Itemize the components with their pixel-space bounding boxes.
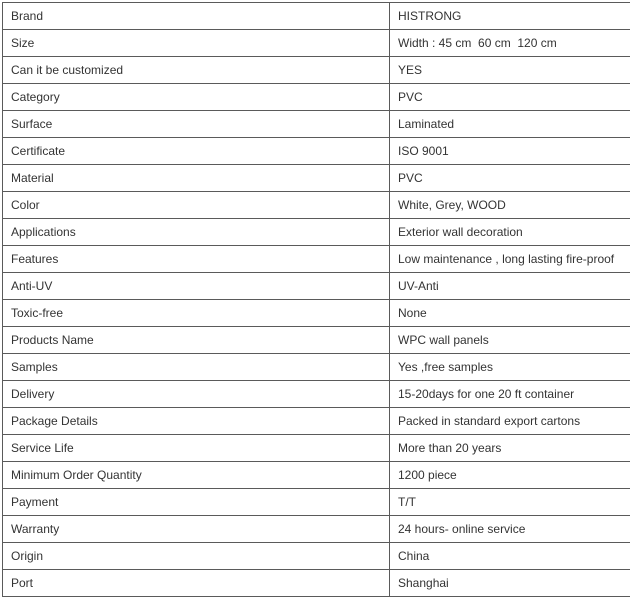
spec-value: WPC wall panels [390, 327, 630, 354]
table-row [3, 165, 630, 192]
table-row [3, 57, 630, 84]
spec-value: 15-20days for one 20 ft container [390, 381, 630, 408]
spec-value: Shanghai [390, 570, 630, 597]
table-row [3, 300, 630, 327]
spec-value: 24 hours- online service [390, 516, 630, 543]
spec-value: China [390, 543, 630, 570]
spec-value: UV-Anti [390, 273, 630, 300]
table-row [3, 30, 630, 57]
spec-value: ISO 9001 [390, 138, 630, 165]
product-spec-table [2, 2, 630, 597]
spec-value: White, Grey, WOOD [390, 192, 630, 219]
table-row [3, 516, 630, 543]
spec-label: Certificate [3, 138, 390, 165]
spec-label: Products Name [3, 327, 390, 354]
spec-value: Low maintenance , long lasting fire-proof [390, 246, 630, 273]
spec-label: Features [3, 246, 390, 273]
table-row [3, 570, 630, 597]
table-row [3, 435, 630, 462]
spec-label: Anti-UV [3, 273, 390, 300]
spec-label: Samples [3, 354, 390, 381]
spec-label: Category [3, 84, 390, 111]
table-row [3, 219, 630, 246]
spec-value: PVC [390, 165, 630, 192]
table-row [3, 354, 630, 381]
spec-label: Service Life [3, 435, 390, 462]
spec-label: Port [3, 570, 390, 597]
table-row [3, 3, 630, 30]
spec-label: Delivery [3, 381, 390, 408]
spec-label: Brand [3, 3, 390, 30]
table-row [3, 138, 630, 165]
spec-value: Width : 45 cm 60 cm 120 cm [390, 30, 630, 57]
spec-label: Material [3, 165, 390, 192]
spec-label: Minimum Order Quantity [3, 462, 390, 489]
spec-value: More than 20 years [390, 435, 630, 462]
table-row [3, 489, 630, 516]
spec-value: Yes ,free samples [390, 354, 630, 381]
spec-value: HISTRONG [390, 3, 630, 30]
table-row [3, 246, 630, 273]
spec-value: None [390, 300, 630, 327]
spec-value: Exterior wall decoration [390, 219, 630, 246]
table-row [3, 462, 630, 489]
table-row [3, 84, 630, 111]
table-row [3, 327, 630, 354]
table-row [3, 408, 630, 435]
spec-table-body [3, 3, 630, 597]
spec-label: Color [3, 192, 390, 219]
table-row [3, 381, 630, 408]
spec-label: Warranty [3, 516, 390, 543]
spec-label: Origin [3, 543, 390, 570]
spec-label: Applications [3, 219, 390, 246]
spec-value: 1200 piece [390, 462, 630, 489]
spec-label: Payment [3, 489, 390, 516]
spec-label: Toxic-free [3, 300, 390, 327]
table-row [3, 192, 630, 219]
spec-label: Can it be customized [3, 57, 390, 84]
spec-value: Packed in standard export cartons [390, 408, 630, 435]
table-row [3, 273, 630, 300]
spec-label: Surface [3, 111, 390, 138]
table-row [3, 543, 630, 570]
spec-label: Package Details [3, 408, 390, 435]
spec-label: Size [3, 30, 390, 57]
spec-value: PVC [390, 84, 630, 111]
spec-value: T/T [390, 489, 630, 516]
spec-value: Laminated [390, 111, 630, 138]
table-row [3, 111, 630, 138]
spec-value: YES [390, 57, 630, 84]
